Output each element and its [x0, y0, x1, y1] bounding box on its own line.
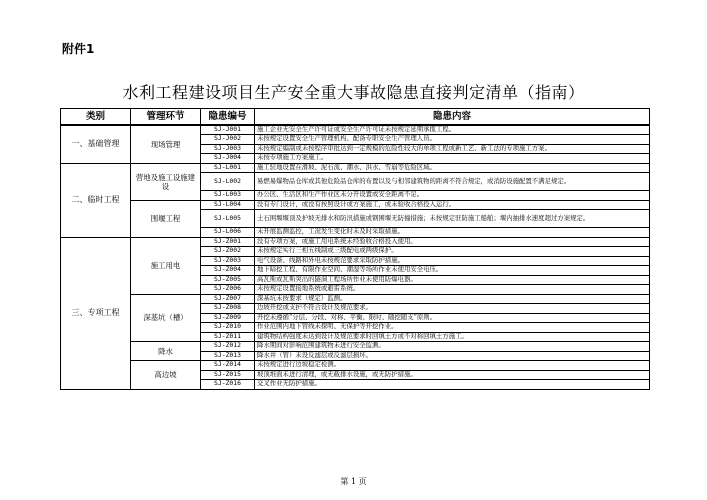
content-cell: 办公区、生活区和生产作业区未分开设置或安全距离不足。 — [255, 191, 650, 201]
category-cell: 三、专项工程 — [61, 237, 131, 389]
content-cell: 未按规定进行边坡稳定检测。 — [255, 361, 650, 371]
header-content: 隐患内容 — [255, 109, 650, 126]
content-cell: 坡顶堆面未进行清理，或无截排水设施，或无防护措施。 — [255, 370, 650, 380]
stage-cell: 营地及施工设施建设 — [131, 163, 201, 200]
header-code: 隐患编号 — [201, 109, 255, 126]
content-cell: 电气设备、线路和外电未按规范要求采取防护措施。 — [255, 256, 650, 266]
hazard-table — [60, 108, 650, 390]
content-cell: 易燃易爆物品仓库或其他危险品仓库的布置以及与相邻建筑物的距离不符合规定，或消防设施配置不满足规定。 — [255, 173, 650, 191]
category-cell: 二、临时工程 — [61, 163, 131, 237]
content-cell: 高瓦斯或瓦斯突出的隧洞工程场所作业未使用防爆电器。 — [255, 275, 650, 285]
code-cell: SJ-L001 — [201, 163, 255, 173]
content-cell: 土石围堰堰顶及护坡无排水和防汛措施或钢围堰无防撞措施；未按规定驻防施工船舶；堰内抽排水速度超过方案规定。 — [255, 210, 650, 228]
content-cell: 没有专项方案，或施工用电系统未经验收合格投入使用。 — [255, 237, 650, 247]
content-cell: 未按规定设置接地系统或避雷系统。 — [255, 285, 650, 295]
code-cell: SJ-Z011 — [201, 332, 255, 342]
content-cell: 交叉作业无防护措施。 — [255, 380, 650, 390]
code-cell: SJ-Z007 — [201, 294, 255, 304]
content-cell: 未按专项施工方案施工。 — [255, 154, 650, 164]
code-cell: SJ-Z004 — [201, 266, 255, 276]
stage-cell: 现场管理 — [131, 125, 201, 163]
code-cell: SJ-L002 — [201, 173, 255, 191]
code-cell: SJ-Z002 — [201, 247, 255, 257]
content-cell: 降水井（管）未设反滤层或反滤层损坏。 — [255, 351, 650, 361]
code-cell: SJ-L006 — [201, 228, 255, 238]
content-cell: 未按规定实行三相五线制或三级配电或两级保护。 — [255, 247, 650, 257]
table-row — [61, 361, 650, 371]
document-title: 水利工程建设项目生产安全重大事故隐患直接判定清单（指南） — [122, 83, 585, 102]
code-cell: SJ-Z016 — [201, 380, 255, 390]
content-cell: 施工驻地设置在滑坡、泥石流、潮水、洪水、雪崩等危险区域。 — [255, 163, 650, 173]
header-stage: 管理环节 — [131, 109, 201, 126]
code-cell: SJ-L005 — [201, 210, 255, 228]
code-cell: SJ-Z008 — [201, 304, 255, 314]
content-cell: 开挖未遵循“分层、分段、对称、平衡、限时、随挖随支”原则。 — [255, 313, 650, 323]
code-cell: SJ-Z001 — [201, 237, 255, 247]
table-row — [61, 342, 650, 352]
content-cell: 未开展监测监控，工况发生变化时未及时采取措施。 — [255, 228, 650, 238]
table-row — [61, 294, 650, 304]
table-row — [61, 237, 650, 247]
content-cell: 未按规定设置安全生产管理机构、配备专职安全生产管理人员。 — [255, 135, 650, 145]
content-cell: 深基坑未按要求（规定）监测。 — [255, 294, 650, 304]
category-cell: 一、基础管理 — [61, 125, 131, 163]
header-category: 类别 — [61, 109, 131, 126]
code-cell: SJ-Z015 — [201, 370, 255, 380]
code-cell: SJ-Z005 — [201, 275, 255, 285]
content-cell: 作业范围内地下管线未探明、无保护等开挖作业。 — [255, 323, 650, 333]
code-cell: SJ-Z003 — [201, 256, 255, 266]
code-cell: SJ-Z006 — [201, 285, 255, 295]
code-cell: SJ-L003 — [201, 191, 255, 201]
code-cell: SJ-J003 — [201, 144, 255, 154]
content-cell: 降水期间对影响范围建筑物未进行安全监测。 — [255, 342, 650, 352]
code-cell: SJ-Z013 — [201, 351, 255, 361]
code-cell: SJ-J004 — [201, 154, 255, 164]
table-row — [61, 163, 650, 173]
attachment-label: 附件1 — [62, 42, 95, 56]
code-cell: SJ-L004 — [201, 200, 255, 210]
code-cell: SJ-Z010 — [201, 323, 255, 333]
content-cell: 建筑物结构强度未达到设计及规范要求时回填土方或不对称回填土方施工。 — [255, 332, 650, 342]
code-cell: SJ-Z012 — [201, 342, 255, 352]
table-row — [61, 200, 650, 210]
content-cell: 没有专门设计，或没有按照设计或方案施工，或未验收合格投入运行。 — [255, 200, 650, 210]
stage-cell: 围堰工程 — [131, 200, 201, 237]
code-cell: SJ-Z009 — [201, 313, 255, 323]
stage-cell: 施工用电 — [131, 237, 201, 294]
code-cell: SJ-J002 — [201, 135, 255, 145]
table-row — [61, 125, 650, 135]
stage-cell: 高边坡 — [131, 361, 201, 390]
page-number: 第 1 页 — [340, 477, 367, 486]
stage-cell: 深基坑（槽） — [131, 294, 201, 342]
content-cell: 边坡开挖或支护不符合设计及规范要求。 — [255, 304, 650, 314]
content-cell: 施工企业无安全生产许可证或安全生产许可证未按规定延期承揽工程。 — [255, 125, 650, 135]
header-row — [61, 109, 650, 126]
code-cell: SJ-J001 — [201, 125, 255, 135]
content-cell: 地下暗挖工程、有限作业空间、潮湿等场所作业未使用安全电压。 — [255, 266, 650, 276]
stage-cell: 降水 — [131, 342, 201, 361]
code-cell: SJ-Z014 — [201, 361, 255, 371]
content-cell: 未按规定编制或未按程序审批达到一定规模的危险性较大的单项工程或新工艺、新工法的专项施工方案。 — [255, 144, 650, 154]
